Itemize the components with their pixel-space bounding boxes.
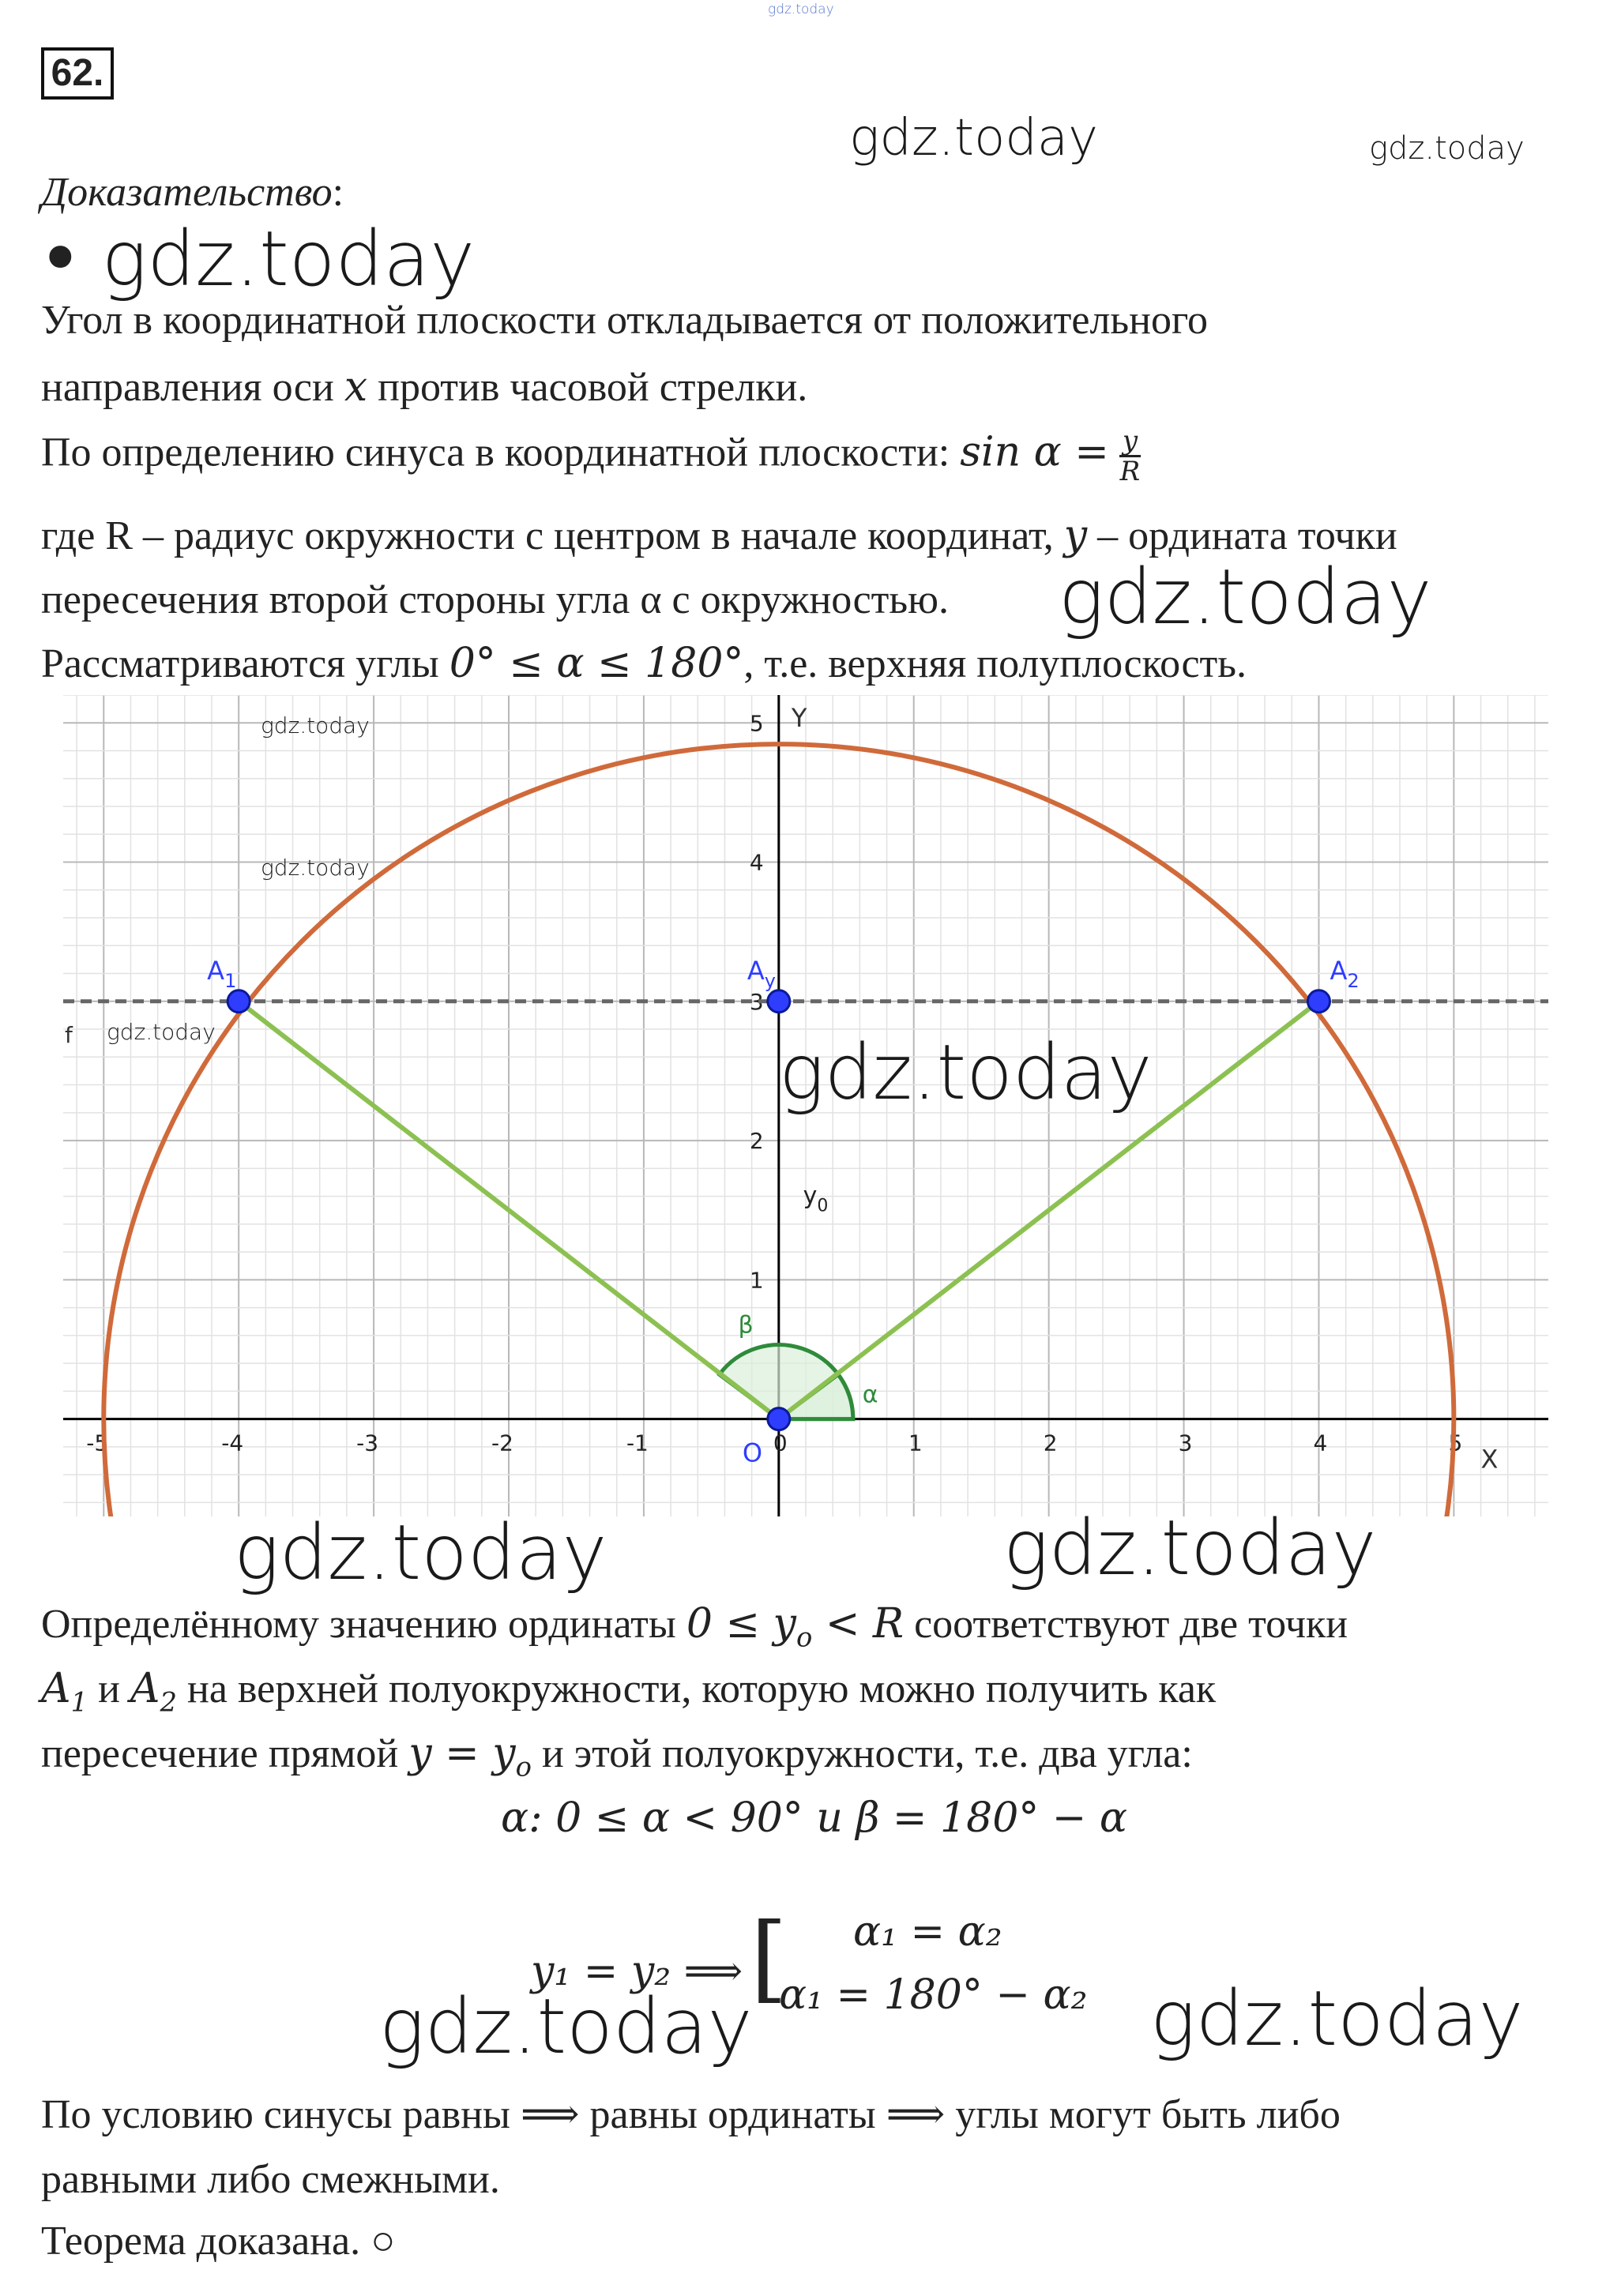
- proof-heading-colon: :: [332, 170, 344, 215]
- angle-alpha-label: α: [862, 1381, 878, 1409]
- system-top: α₁ = α₂: [853, 1908, 1002, 1956]
- watermark-text: gdz.today: [261, 712, 370, 738]
- after-line-1-a: Определённому значению ординаты: [41, 1602, 686, 1647]
- proof-line-4-a: где R – радиус окружности с центром в начале координат,: [41, 513, 1064, 558]
- point-A2: [1307, 990, 1330, 1013]
- formula-sub: o: [795, 1621, 813, 1653]
- formula-part: < R: [812, 1600, 905, 1648]
- point-sub: 2: [160, 1686, 177, 1718]
- x-tick-label: -1: [626, 1430, 649, 1456]
- point-A1: [228, 990, 250, 1013]
- line-label: f: [65, 1021, 73, 1048]
- formula-part: y = y: [408, 1730, 516, 1777]
- watermark-text: gdz.today: [101, 215, 476, 303]
- conclusion-line-2: равными либо смежными.: [41, 2157, 500, 2202]
- proof-line-1: Угол в координатной плоскости откладывается от положительного: [41, 298, 1208, 343]
- x-tick-label: 1: [908, 1430, 923, 1456]
- proof-line-3-text: По определению синуса в координатной плоскости:: [41, 430, 961, 475]
- proof-line-2: [41, 363, 808, 411]
- y-tick-label: 1: [749, 1267, 764, 1294]
- x-tick-label: 0: [773, 1430, 788, 1456]
- x-tick-label: -5: [86, 1430, 109, 1456]
- after-line-3-a: пересечение прямой: [41, 1731, 409, 1776]
- point-a1: [41, 1665, 88, 1718]
- segment-label: $y_0$: [803, 1182, 829, 1216]
- theorem-proved: Теорема доказана. ○: [41, 2219, 396, 2264]
- formula-part: 0 ≤ y: [686, 1600, 796, 1648]
- ordinate-range-formula: [686, 1600, 905, 1653]
- after-line-2-b: на верхней полуокружности, которую можно получить как: [176, 1667, 1217, 1712]
- y-tick-label: 4: [749, 849, 764, 876]
- line-equation: [408, 1730, 532, 1783]
- point-label: $A_2$: [1330, 955, 1360, 992]
- conclusion-line-1: По условию синусы равны ⟹ равны ординаты ⟹ углы могут быть либо: [41, 2092, 1341, 2137]
- proof-line-4-b: – ордината точки: [1087, 513, 1397, 558]
- x-tick-label: -4: [221, 1430, 244, 1456]
- x-tick-label: -2: [491, 1430, 513, 1456]
- segment-label-sub: 0: [817, 1196, 829, 1216]
- proof-heading: [41, 172, 344, 213]
- watermark-text: gdz.today: [107, 1019, 216, 1045]
- point-label-sub: 2: [1347, 969, 1360, 992]
- proof-line-6-b: , т.е. верхняя полуплоскость.: [743, 641, 1247, 686]
- point-sub: 1: [70, 1686, 88, 1718]
- conjunction: и: [88, 1667, 130, 1712]
- point-Ay: [768, 990, 790, 1013]
- fraction-denominator: R: [1119, 456, 1141, 487]
- after-line-3: [41, 1730, 1193, 1787]
- angle-beta-label: β: [738, 1311, 754, 1340]
- point-label: $A_y$: [747, 955, 776, 992]
- problem-number: 62.: [41, 47, 114, 100]
- x-variable: x: [344, 363, 368, 411]
- proof-line-3: [41, 427, 1141, 486]
- y-tick-label: 2: [749, 1128, 764, 1155]
- x-axis-label: X: [1480, 1444, 1499, 1475]
- angles-formula: α: 0 ≤ α < 90° и β = 180° − α: [501, 1794, 1128, 1842]
- point-label-sub: 1: [224, 969, 237, 992]
- angle-range-formula: 0° ≤ α ≤ 180°: [449, 640, 744, 687]
- proof-line-4: [41, 512, 1397, 559]
- watermark-text: gdz.today: [234, 1509, 607, 1597]
- proof-line-2-b: против часовой стрелки.: [367, 365, 808, 410]
- x-tick-label: 2: [1043, 1430, 1058, 1456]
- watermark-text: gdz.today: [1150, 1975, 1524, 2063]
- point-label: O: [742, 1437, 763, 1468]
- point-O: [768, 1408, 790, 1430]
- y-axis-label: Y: [791, 703, 807, 733]
- watermark-text: gdz.today: [1003, 1504, 1377, 1592]
- point-letter: A: [130, 1665, 160, 1712]
- top-watermark: gdz.today: [768, 2, 834, 17]
- x-tick-label: 5: [1448, 1430, 1463, 1456]
- proof-heading-text: Доказательство: [41, 170, 333, 215]
- watermark-text: gdz.today: [849, 109, 1098, 167]
- point-letter: A: [41, 1665, 71, 1712]
- fraction-numerator: y: [1119, 427, 1141, 457]
- after-line-1-b: соответствуют две точки: [904, 1602, 1348, 1647]
- x-tick-label: 3: [1178, 1430, 1193, 1456]
- system-left: y₁ = y₂ ⟹: [531, 1948, 743, 1995]
- y-tick-label: 5: [749, 710, 764, 737]
- formula-sub: o: [515, 1751, 532, 1783]
- x-tick-label: -3: [356, 1430, 379, 1456]
- proof-line-5: пересечения второй стороны угла α с окружностью.: [41, 577, 949, 622]
- bullet-watermark: [38, 215, 476, 303]
- watermark-text: gdz.today: [261, 855, 370, 881]
- proof-line-2-a: направления оси: [41, 365, 344, 410]
- y-tick-label: 3: [749, 988, 764, 1015]
- point-a2: [130, 1665, 177, 1718]
- watermark-text: gdz.today: [1369, 130, 1525, 167]
- watermark-text: gdz.today: [379, 1982, 753, 2071]
- sine-fraction: [1119, 427, 1141, 486]
- system-bracket: [: [750, 1903, 788, 2013]
- bullet-icon: •: [38, 215, 83, 303]
- proof-line-6: [41, 640, 1247, 687]
- y-variable: y: [1063, 512, 1088, 559]
- watermark-text: gdz.today: [779, 1028, 1153, 1117]
- sine-formula: sin α =: [960, 428, 1109, 476]
- watermark-text: gdz.today: [1059, 553, 1432, 641]
- after-line-3-b: и этой полуокружности, т.е. два угла:: [531, 1731, 1193, 1776]
- point-label: $A_1$: [207, 955, 237, 992]
- after-line-1: [41, 1600, 1348, 1658]
- point-label-sub: y: [764, 969, 776, 992]
- x-tick-label: 4: [1313, 1430, 1328, 1456]
- proof-line-6-a: Рассматриваются углы: [41, 641, 449, 686]
- system-bottom: α₁ = 180° − α₂: [779, 1971, 1088, 2019]
- after-line-2: [41, 1665, 1217, 1723]
